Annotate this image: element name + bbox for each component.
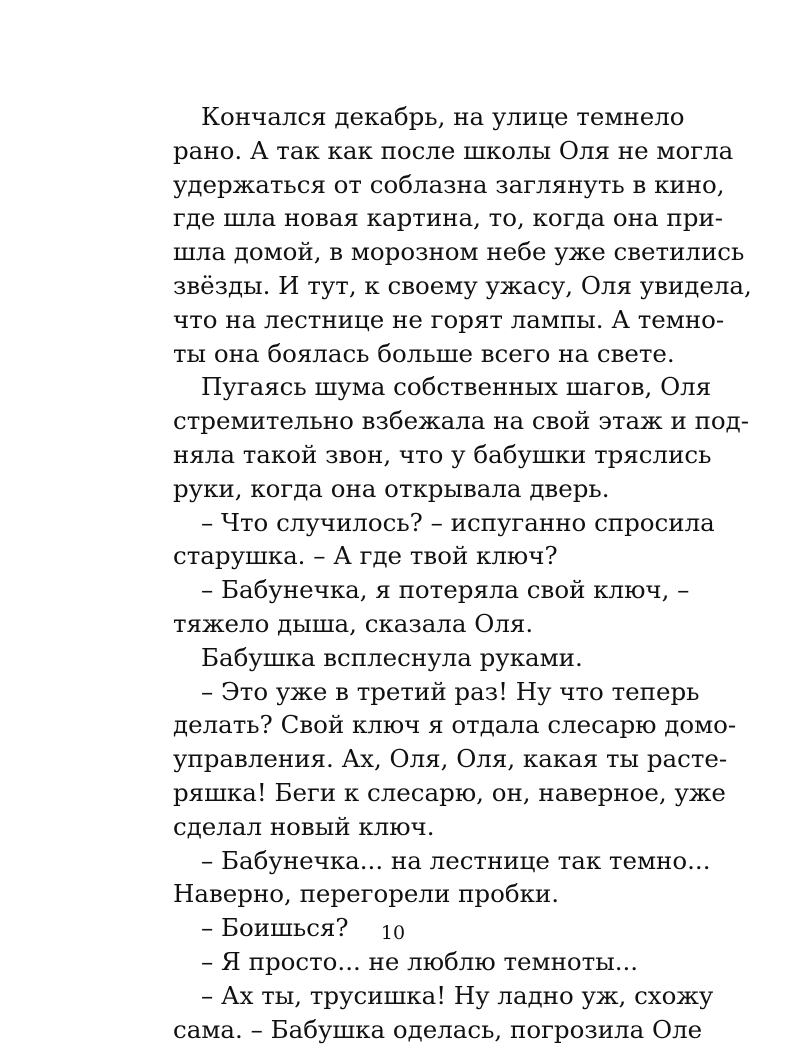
text-line: удержаться от соблазна заглянуть в кино, <box>173 169 725 199</box>
text-line: старушка. – А где твой ключ? <box>173 541 558 571</box>
text-line: рано. А так как после школы Оля не могла <box>173 135 734 165</box>
text-line: руки, когда она открывала дверь. <box>173 473 610 503</box>
text-line: что на лестнице не горят лампы. А темно- <box>173 304 725 334</box>
text-line: где шла новая картина, то, когда она при- <box>173 203 724 233</box>
text-line: стремительно взбежала на свой этаж и под- <box>173 406 750 436</box>
text-line: – Бабунечка, я потеряла свой ключ, – <box>201 575 690 605</box>
text-line: шла домой, в морозном небе уже светились <box>173 237 745 267</box>
text-line: – Боишься? <box>201 913 349 943</box>
text-line: Наверно, перегорели пробки. <box>173 879 560 909</box>
text-line: – Это уже в третий раз! Ну что теперь <box>201 676 700 706</box>
text-line: тяжело дыша, сказала Оля. <box>173 608 534 638</box>
text-line: – Ах ты, трусишка! Ну ладно уж, схожу <box>201 980 714 1010</box>
text-line: звёзды. И тут, к своему ужасу, Оля увидела, <box>173 270 752 300</box>
text-line: ряшка! Беги к слесарю, он, наверное, уже <box>173 777 726 807</box>
text-line: управления. Ах, Оля, Оля, какая ты расте- <box>173 744 728 774</box>
text-line: – Что случилось? – испуганно спросила <box>201 507 715 537</box>
text-line: – Бабунечка... на лестнице так темно... <box>201 845 711 875</box>
text-line: Пугаясь шума собственных шагов, Оля <box>201 372 712 402</box>
text-line: сделал новый ключ. <box>173 811 435 841</box>
text-line: ты она боялась больше всего на свете. <box>173 338 675 368</box>
body-text <box>173 100 752 1046</box>
text-line: сама. – Бабушка оделась, погрозила Оле <box>173 1014 703 1044</box>
text-line: делать? Свой ключ я отдала слесарю домо- <box>173 710 737 740</box>
text-line: няла такой звон, что у бабушки тряслись <box>173 439 712 469</box>
text-line: Кончался декабрь, на улице темнело <box>201 102 685 131</box>
text-line: Бабушка всплеснула руками. <box>201 642 583 672</box>
text-line: – Я просто... не люблю темноты... <box>201 946 639 976</box>
page-number: 10 <box>380 922 406 944</box>
